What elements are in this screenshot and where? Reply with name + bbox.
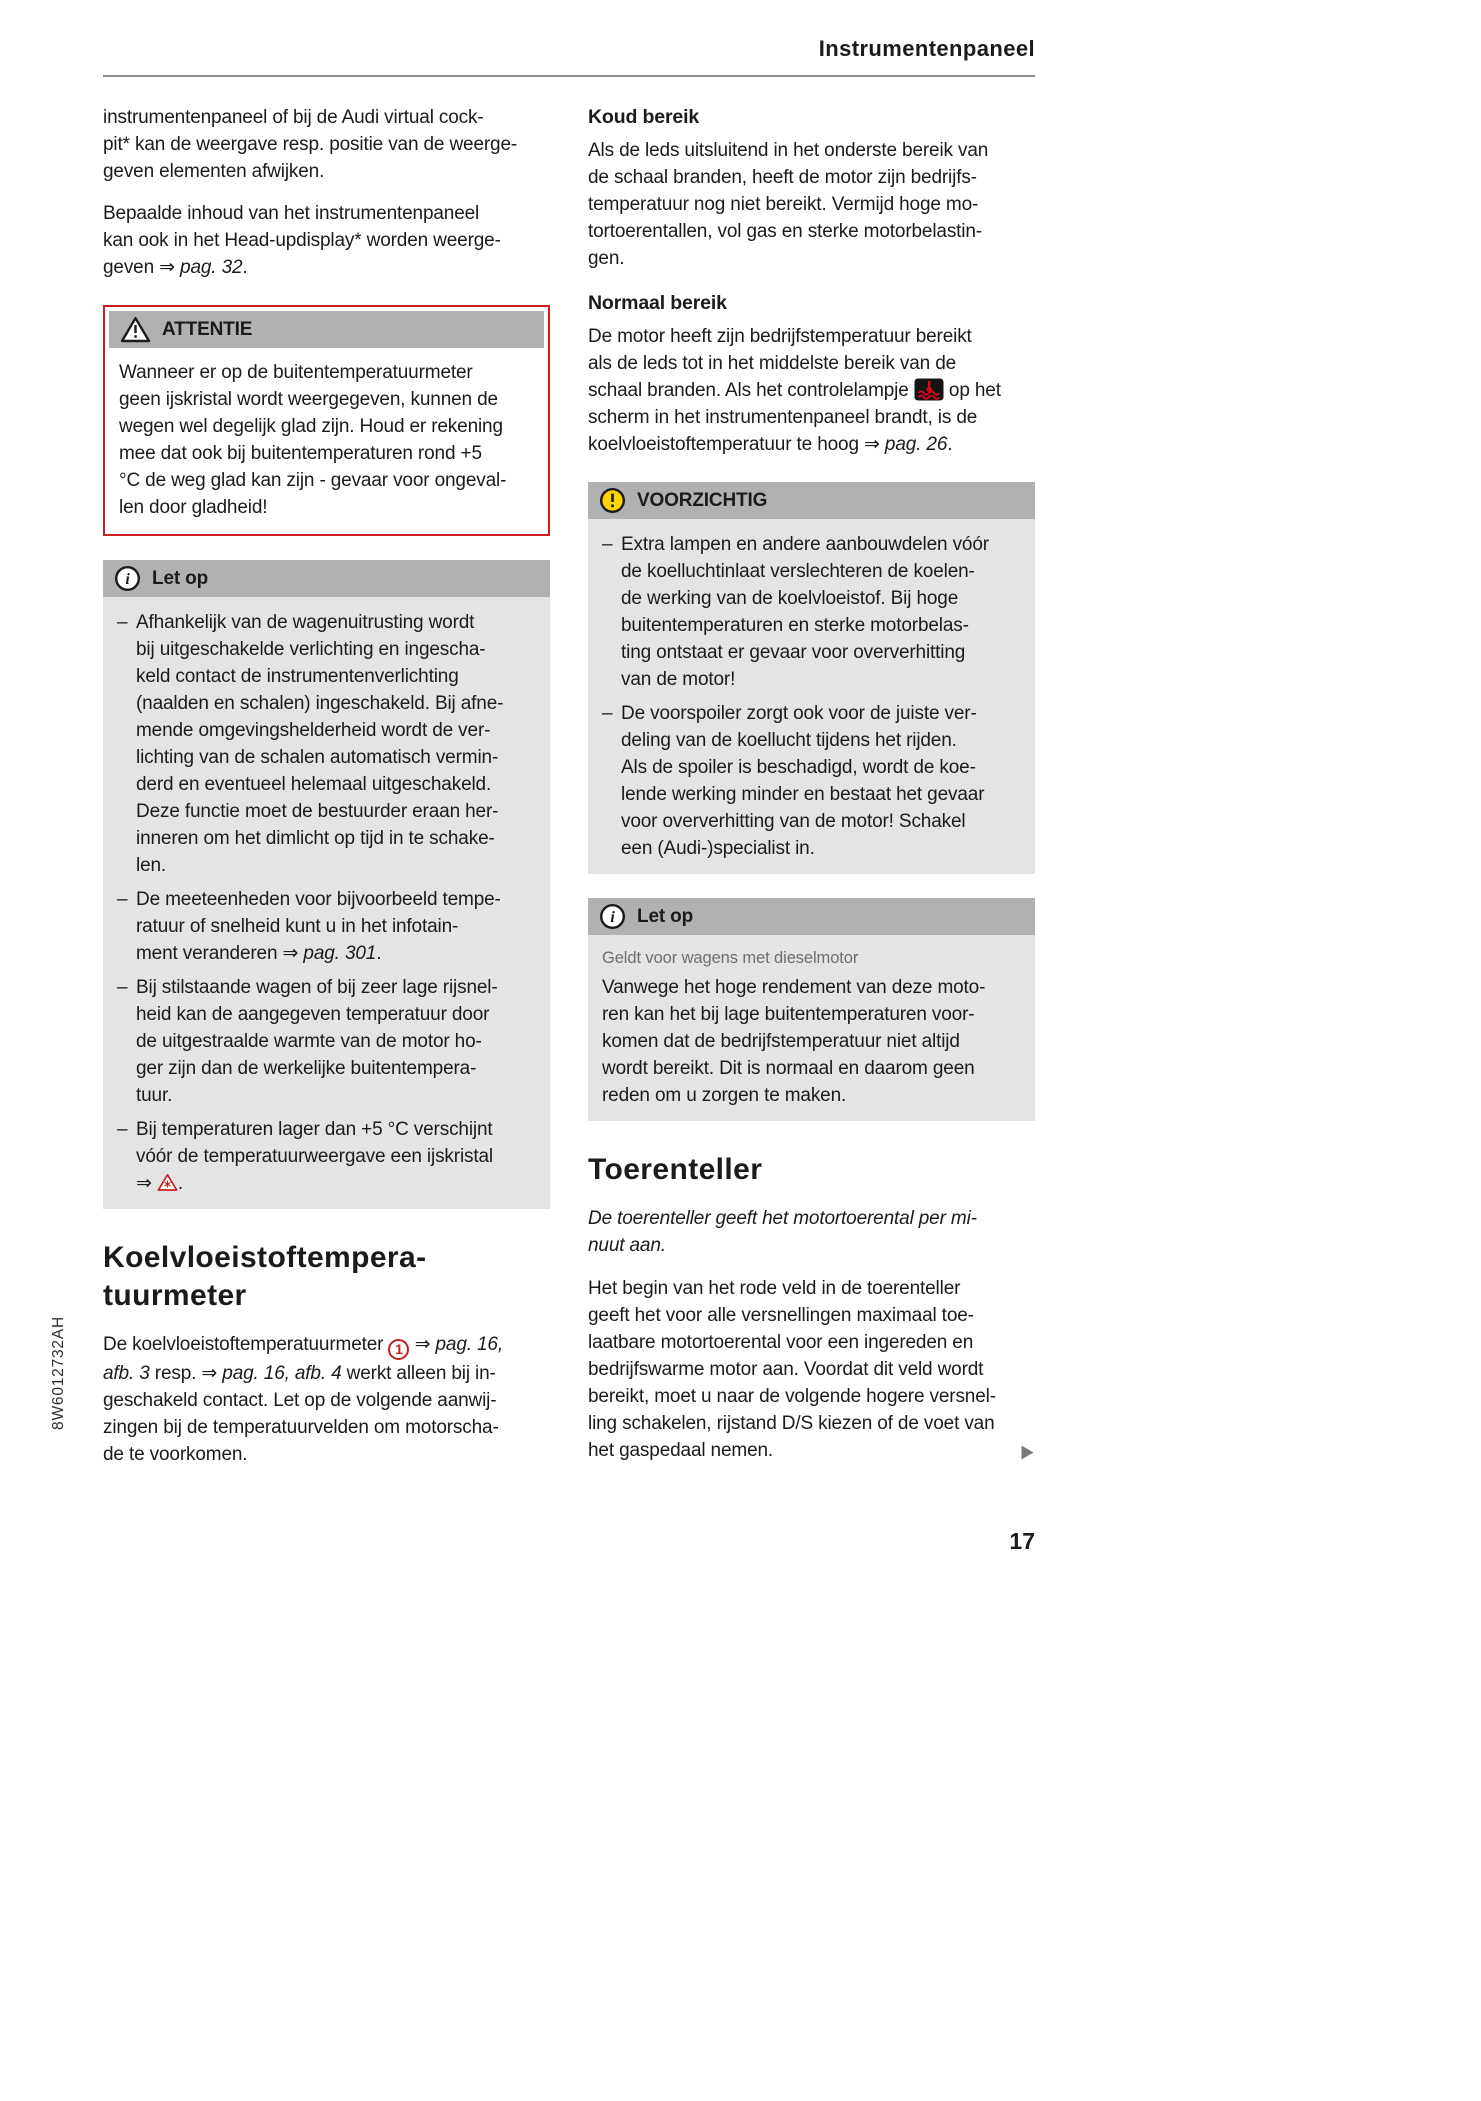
- svg-text:i: i: [610, 909, 615, 926]
- text-line: [103, 1331, 550, 1360]
- text-line: lichting van de schalen automatisch vermin-: [136, 747, 499, 768]
- attention-box-body: [109, 348, 544, 530]
- text-line: [588, 431, 1035, 458]
- page-reference: afb. 3: [103, 1363, 150, 1384]
- note-box-instrument-lighting: [103, 560, 550, 1209]
- text-run: ⇒: [136, 1173, 157, 1194]
- text-line: nuut aan.: [588, 1235, 666, 1256]
- subheading-cold-range: Koud bereik: [588, 106, 700, 128]
- text-line: zingen bij de temperatuurvelden om motorscha-: [103, 1417, 499, 1438]
- text-line: kan ook in het Head-updisplay* worden weerge-: [103, 230, 501, 251]
- text-line: De meeteenheden voor bijvoorbeeld tempe-: [136, 889, 501, 910]
- text-line: gen.: [588, 248, 625, 269]
- text-line: temperatuur nog niet bereikt. Vermijd hoge mo-: [588, 194, 979, 215]
- reference-number-1-icon: 1: [388, 1339, 409, 1360]
- text-line: lende werking minder en bestaat het gevaar: [621, 784, 985, 805]
- list-item: [117, 974, 536, 1109]
- paragraph-headup-display: [103, 200, 550, 281]
- text-line: Bij temperaturen lager dan +5 °C verschijnt: [136, 1119, 493, 1140]
- text-line: [136, 1170, 536, 1197]
- text-line: (naalden en schalen) ingeschakeld. Bij afne-: [136, 693, 504, 714]
- text-run: .: [242, 257, 248, 278]
- page-title: Instrumentenpaneel: [818, 36, 1035, 61]
- note-box-header: [588, 898, 1035, 935]
- text-line: instrumentenpaneel of bij de Audi virtual cock-: [103, 107, 484, 128]
- list-item: [602, 700, 1021, 862]
- page-reference: ⇒ pag. 32: [159, 257, 243, 278]
- text-run: koelvloeistoftemperatuur te hoog: [588, 434, 864, 455]
- attention-box-title: ATTENTIE: [162, 319, 253, 340]
- paragraph-tachometer-intro: [588, 1205, 1035, 1259]
- text-run: .: [376, 943, 382, 964]
- text-line: Bij stilstaande wagen of bij zeer lage rijsnel-: [136, 977, 498, 998]
- dash-bullet: –: [117, 1119, 128, 1140]
- dash-bullet: –: [117, 977, 128, 998]
- caution-box-title: VOORZICHTIG: [637, 490, 768, 511]
- list-item: [117, 609, 536, 879]
- text-line: bij uitgeschakelde verlichting en ingescha-: [136, 639, 486, 660]
- left-column: [103, 104, 550, 1483]
- text-line: wordt bereikt. Dit is normaal en daarom geen: [602, 1058, 975, 1079]
- text-line: deling van de koellucht tijdens het rijden.: [621, 730, 957, 751]
- text-line: heid kan de aangegeven temperatuur door: [136, 1004, 490, 1025]
- note-box-title: Let op: [637, 906, 694, 927]
- text-line: pit* kan de weergave resp. positie van de weerge-: [103, 134, 518, 155]
- text-line: [588, 377, 1035, 404]
- text-line: buitentemperaturen en sterke motorbelas-: [621, 615, 969, 636]
- text-line: len door gladheid!: [119, 497, 268, 518]
- info-icon: [114, 565, 141, 592]
- text-line: Deze functie moet de bestuurder eraan her-: [136, 801, 499, 822]
- text-line: vóór de temperatuurweergave een ijskristal: [136, 1146, 493, 1167]
- two-column-layout: [103, 104, 1035, 1483]
- text-line: als de leds tot in het middelste bereik van de: [588, 353, 957, 374]
- text-line: mee dat ook bij buitentemperaturen rond +5: [119, 443, 482, 464]
- text-line: geeft het voor alle versnellingen maximaal toe-: [588, 1305, 974, 1326]
- page-content: [103, 36, 1035, 1483]
- text-line: °C de weg glad kan zijn - gevaar voor ongeval-: [119, 470, 507, 491]
- text-line: geen ijskristal wordt weergegeven, kunnen de: [119, 389, 498, 410]
- attention-warning-box: [103, 305, 550, 536]
- text-line: komen dat de bedrijfstemperatuur niet altijd: [602, 1031, 960, 1052]
- section-heading-coolant-temperature-gauge: Koelvloeistoftempera- tuurmeter: [103, 1241, 427, 1312]
- text-line: voor oververhitting van de motor! Schakel: [621, 811, 966, 832]
- text-line: De toerenteller geeft het motortoerental per mi-: [588, 1208, 977, 1229]
- text-run: geven: [103, 257, 160, 278]
- text-run: .: [177, 1173, 184, 1194]
- continuation-arrow-icon: [1020, 1444, 1035, 1461]
- text-line: bedrijfswarme motor aan. Voordat dit veld wordt: [588, 1359, 984, 1380]
- caution-box-body: [588, 519, 1035, 874]
- text-line: ratuur of snelheid kunt u in het infotain-: [136, 916, 459, 937]
- ice-crystal-warning-icon: [157, 1173, 178, 1192]
- text-line: ren kan het bij lage buitentemperaturen voor-: [602, 1004, 975, 1025]
- caution-box: [588, 482, 1035, 874]
- text-line: [103, 1360, 550, 1387]
- text-run: ment veranderen: [136, 943, 283, 964]
- text-line: [103, 254, 550, 281]
- paragraph-coolant-gauge-intro: [103, 1331, 550, 1468]
- text-line: wegen wel degelijk glad zijn. Houd er rekening: [119, 416, 503, 437]
- svg-text:i: i: [125, 571, 130, 588]
- text-run: op het: [943, 380, 1001, 401]
- text-line: ling schakelen, rijstand D/S kiezen of de voet van: [588, 1413, 995, 1434]
- note-box-diesel: [588, 898, 1035, 1121]
- dash-bullet: –: [117, 889, 128, 910]
- list-item: [117, 1116, 536, 1197]
- note-box-body: [588, 935, 1035, 1121]
- page-number: 17: [1009, 1528, 1035, 1554]
- section-heading-tachometer: Toerenteller: [588, 1153, 763, 1186]
- note-box-body: [103, 597, 550, 1209]
- note-box-header: [103, 560, 550, 597]
- text-line: scherm in het instrumentenpaneel brandt, is de: [588, 407, 978, 428]
- text-line: len.: [136, 855, 167, 876]
- text-line: inneren om het dimlicht op tijd in te schake-: [136, 828, 495, 849]
- dash-bullet: –: [117, 612, 128, 633]
- text-line: de koelluchtinlaat verslechteren de koelen-: [621, 561, 975, 582]
- page-reference: ⇒ pag. 26: [864, 434, 948, 455]
- text-line: tortoerentallen, vol gas en sterke motorbelastin-: [588, 221, 982, 242]
- text-run: .: [947, 434, 953, 455]
- dash-bullet: –: [602, 703, 613, 724]
- text-line: van de motor!: [621, 669, 736, 690]
- text-run: werkt alleen bij in-: [341, 1363, 496, 1384]
- text-line: Extra lampen en andere aanbouwdelen vóór: [621, 534, 989, 555]
- text-line: de schaal branden, heeft de motor zijn bedrijfs-: [588, 167, 977, 188]
- caution-icon: [599, 487, 626, 514]
- text-line: tuur.: [136, 1085, 173, 1106]
- dash-bullet: –: [602, 534, 613, 555]
- paragraph-virtual-cockpit: [103, 104, 550, 185]
- text-run: De koelvloeistoftemperatuurmeter: [103, 1334, 389, 1355]
- text-line: de te voorkomen.: [103, 1444, 248, 1465]
- subheading-normal-range: Normaal bereik: [588, 292, 727, 314]
- text-line: De voorspoiler zorgt ook voor de juiste ver-: [621, 703, 977, 724]
- text-line: [136, 940, 536, 967]
- text-line: laatbare motortoerental voor een ingereden en: [588, 1332, 974, 1353]
- text-line: ger zijn dan de werkelijke buitentempera-: [136, 1058, 477, 1079]
- right-column: [588, 104, 1035, 1483]
- text-line: het gaspedaal nemen.: [588, 1440, 774, 1461]
- text-line: De motor heeft zijn bedrijfstemperatuur bereikt: [588, 326, 972, 347]
- text-line: Het begin van het rode veld in de toerenteller: [588, 1278, 961, 1299]
- list-item: [117, 886, 536, 967]
- text-line: geven elementen afwijken.: [103, 161, 325, 182]
- paragraph-normal-range: [588, 323, 1035, 458]
- list-item: [602, 531, 1021, 693]
- caution-box-header: [588, 482, 1035, 519]
- text-line: derd en eventueel helemaal uitgeschakeld.: [136, 774, 492, 795]
- coolant-warning-icon: [914, 378, 944, 401]
- page-reference: ⇒ pag. 16, afb. 4: [201, 1363, 342, 1384]
- page-reference: ⇒ pag. 301: [282, 943, 377, 964]
- text-line: de werking van de koelvloeistof. Bij hoge: [621, 588, 959, 609]
- note-box-subtitle: Geldt voor wagens met dieselmotor: [602, 949, 859, 967]
- text-line: bereikt, moet u naar de volgende hogere versnel-: [588, 1386, 996, 1407]
- text-line: keld contact de instrumentenverlichting: [136, 666, 459, 687]
- attention-box-header: [109, 311, 544, 348]
- text-line: ting ontstaat er gevaar voor oververhitting: [621, 642, 966, 663]
- text-line: Bepaalde inhoud van het instrumentenpaneel: [103, 203, 480, 224]
- text-line: Als de leds uitsluitend in het onderste bereik van: [588, 140, 989, 161]
- text-line: de uitgestraalde warmte van de motor ho-: [136, 1031, 482, 1052]
- text-line: Vanwege het hoge rendement van deze moto-: [602, 977, 986, 998]
- text-line: Afhankelijk van de wagenuitrusting wordt: [136, 612, 475, 633]
- text-line: Wanneer er op de buitentemperatuurmeter: [119, 362, 473, 383]
- info-icon: [599, 903, 626, 930]
- text-run: schaal branden. Als het controlelampje: [588, 380, 914, 401]
- text-line: geschakeld contact. Let op de volgende aanwij-: [103, 1390, 497, 1411]
- text-line: reden om u zorgen te maken.: [602, 1085, 847, 1106]
- document-code-vertical: 8W6012732AH: [50, 1316, 67, 1430]
- warning-triangle-icon: [120, 316, 151, 343]
- text-line: mende omgevingshelderheid wordt de ver-: [136, 720, 491, 741]
- note-box-title: Let op: [152, 568, 209, 589]
- paragraph-cold-range: [588, 137, 1035, 272]
- text-run: resp.: [149, 1363, 202, 1384]
- text-line: een (Audi-)specialist in.: [621, 838, 815, 859]
- page-reference: ⇒ pag. 16,: [409, 1334, 503, 1355]
- page-header: [103, 36, 1035, 77]
- paragraph-tachometer-body: [588, 1275, 1035, 1464]
- text-line: Als de spoiler is beschadigd, wordt de koe-: [621, 757, 976, 778]
